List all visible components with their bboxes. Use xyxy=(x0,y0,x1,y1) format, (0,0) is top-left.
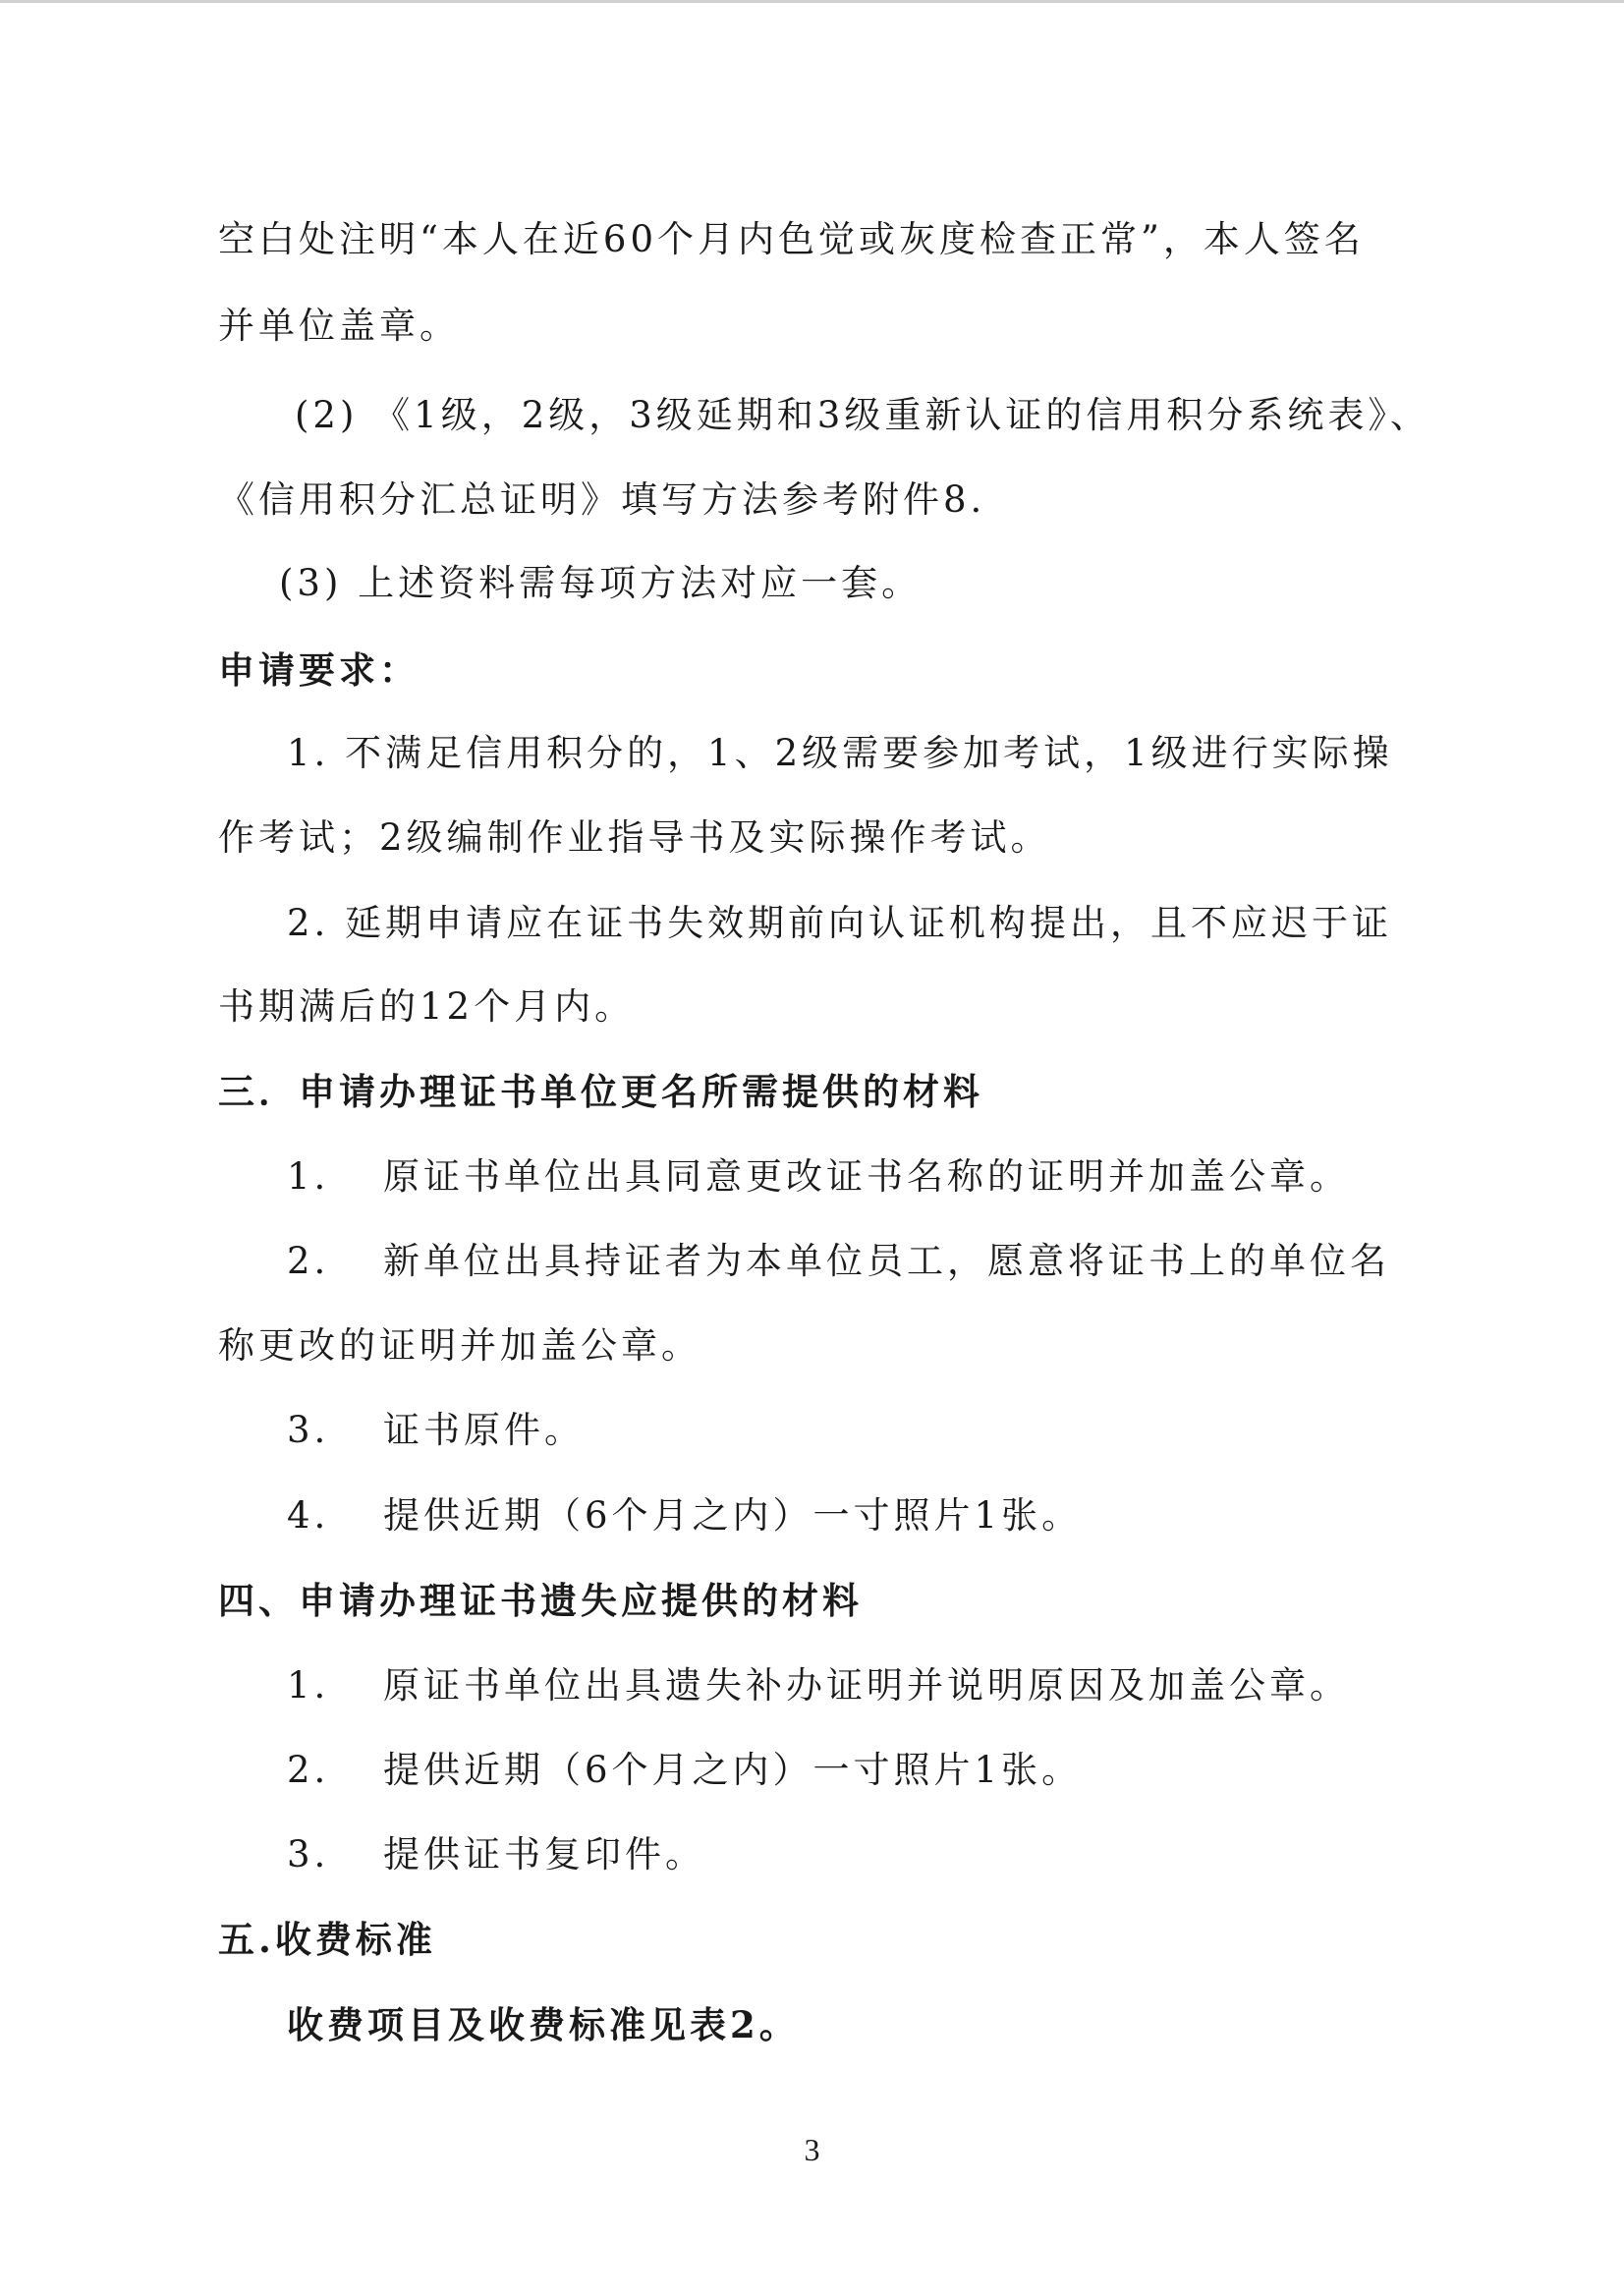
text-line-3: (2) 《1级，2级，3级延期和3级重新认证的信用积分系统表》、 xyxy=(295,394,1430,436)
requirements-heading: 申请要求： xyxy=(218,648,420,692)
item-number: 2. xyxy=(287,1240,330,1282)
item-text: 新单位出具持证者为本单位员工，愿意将证书上的单位名 xyxy=(383,1240,1390,1282)
item-text: 提供证书复印件。 xyxy=(383,1833,705,1875)
text-line-2: 并单位盖章。 xyxy=(218,305,460,347)
item-number: 3. xyxy=(287,1409,330,1451)
section-4-item xyxy=(287,1661,1350,1710)
section-3-item xyxy=(287,1237,1390,1286)
item-number: 1. xyxy=(287,1664,330,1707)
section-4-heading: 四、申请办理证书遗失应提供的材料 xyxy=(218,1579,863,1622)
section-3-item xyxy=(287,1152,1350,1202)
section-5-body: 收费项目及收费标准见表2。 xyxy=(287,2003,800,2046)
section-3-heading: 三．申请办理证书单位更名所需提供的材料 xyxy=(218,1070,983,1113)
item-number: 2. xyxy=(287,1749,330,1791)
text-line-8: 作考试；2级编制作业指导书及实际操作考试。 xyxy=(218,816,1051,859)
section-3-item xyxy=(287,1406,585,1455)
item-text: 提供近期（6个月之内）一寸照片1张。 xyxy=(383,1749,1083,1791)
text-line-7: 1. 不满足信用积分的，1、2级需要参加考试，1级进行实际操 xyxy=(287,732,1393,774)
item-text: 原证书单位出具遗失补办证明并说明原因及加盖公章。 xyxy=(383,1664,1350,1707)
item-text: 证书原件。 xyxy=(383,1409,585,1451)
page-number: 3 xyxy=(804,2132,820,2167)
item-number: 4. xyxy=(287,1494,330,1537)
item-number: 1. xyxy=(287,1155,330,1198)
section-4-item xyxy=(287,1746,1082,1795)
text-line-1: 空白处注明“本人在近60个月内色觉或灰度检查正常”，本人签名 xyxy=(218,218,1365,260)
section-3-item xyxy=(287,1491,1082,1540)
item-text: 称更改的证明并加盖公章。 xyxy=(218,1324,701,1367)
item-text: 原证书单位出具同意更改证书名称的证明并加盖公章。 xyxy=(383,1155,1350,1198)
section-5-heading: 五.收费标准 xyxy=(218,1918,436,1961)
text-line-5: (3) 上述资料需每项方法对应一套。 xyxy=(279,562,923,604)
text-line-9: 2. 延期申请应在证书失效期前向认证机构提出，且不应迟于证 xyxy=(287,902,1393,944)
text-line-4: 《信用积分汇总证明》填写方法参考附件8. xyxy=(218,478,986,521)
item-number: 3. xyxy=(287,1833,330,1875)
section-3-item-continuation xyxy=(218,1321,701,1371)
section-4-item xyxy=(287,1830,705,1879)
text-line-10: 书期满后的12个月内。 xyxy=(218,985,636,1028)
item-text: 提供近期（6个月之内）一寸照片1张。 xyxy=(383,1494,1083,1537)
